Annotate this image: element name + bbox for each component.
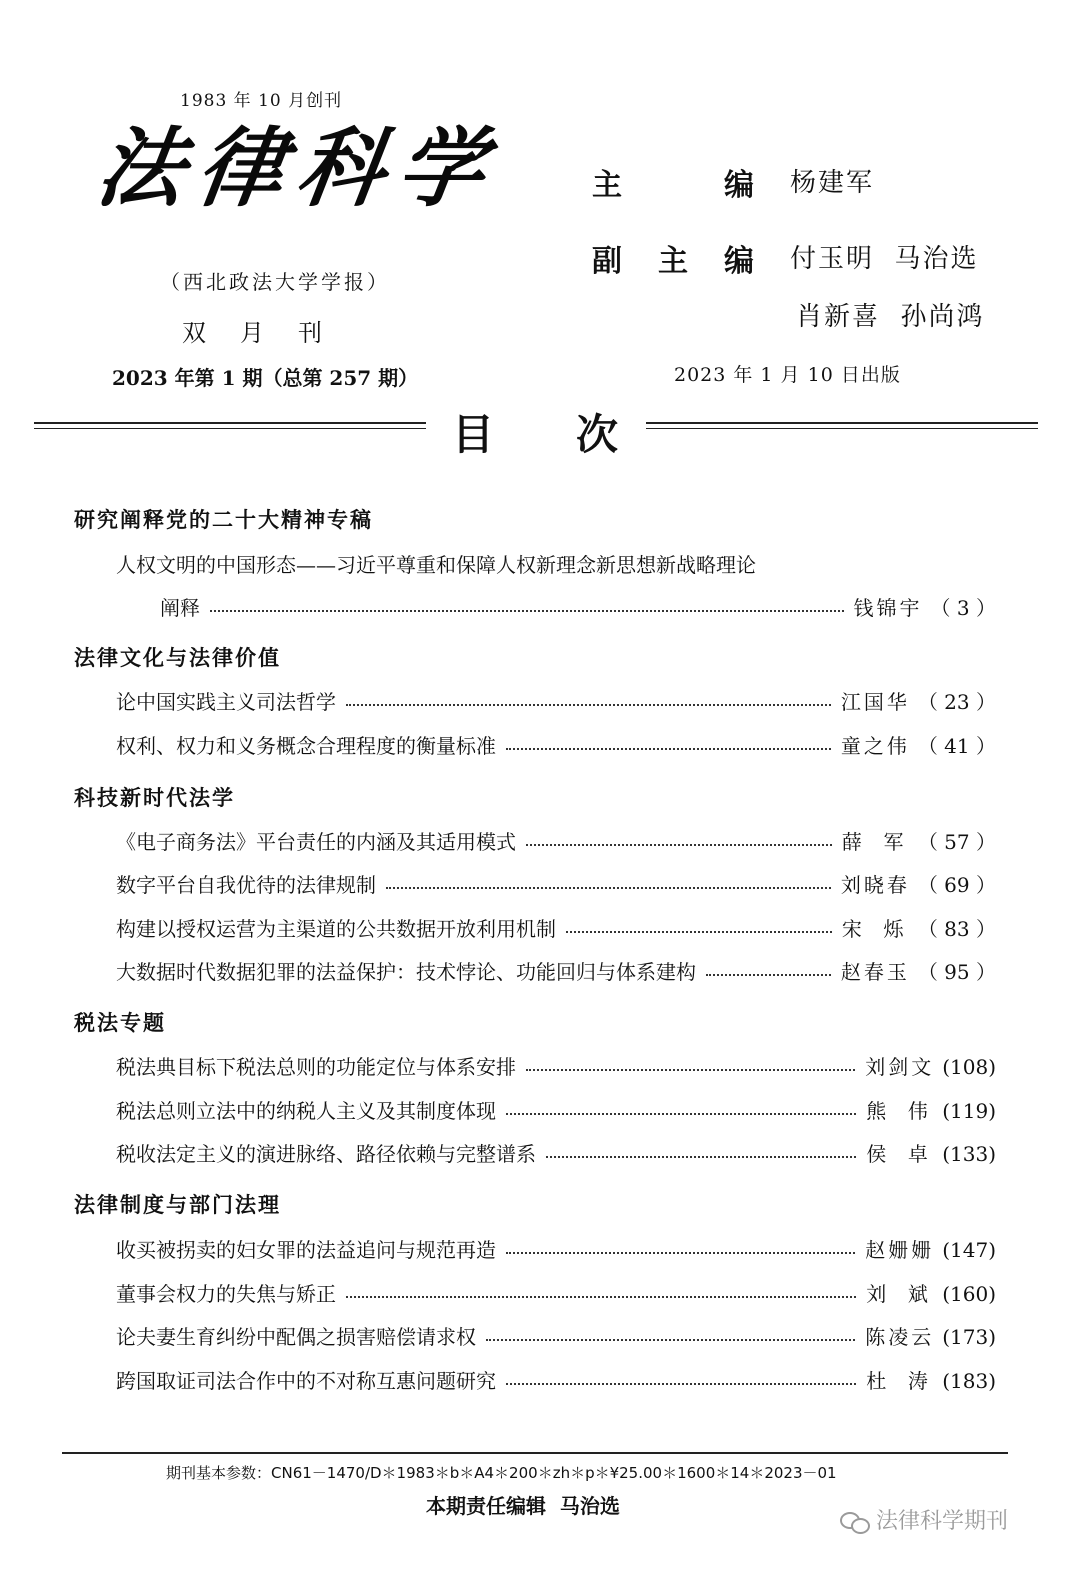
toc-entry-author: 江国华 — [840, 690, 910, 714]
toc-entry-title: 税法总则立法中的纳税人主义及其制度体现 — [116, 1099, 496, 1123]
toc-entry-title: 构建以授权运营为主渠道的公共数据开放利用机制 — [116, 917, 556, 941]
leader-dots — [706, 974, 831, 976]
frequency-char: 月 — [240, 319, 264, 347]
toc-entry-author: 刘晓春 — [840, 873, 910, 897]
toc-section-title: 研究阐释党的二十大精神专稿 — [74, 508, 373, 532]
leader-dots — [386, 887, 831, 889]
wechat-icon — [840, 1510, 870, 1534]
toc-entry[interactable] — [116, 1051, 996, 1081]
toc-entry-page: (183) — [942, 1369, 996, 1393]
frequency-char: 刊 — [298, 319, 322, 347]
toc-entry-title: 数字平台自我优待的法律规制 — [116, 873, 376, 897]
journal-subtitle: （西北政法大学学报） — [160, 270, 390, 294]
toc-section-title: 科技新时代法学 — [74, 786, 235, 810]
toc-entry-page: （ 95 ） — [917, 960, 996, 984]
toc-entry-title: 董事会权力的失焦与矫正 — [116, 1282, 336, 1306]
toc-entry-author: 熊 伟 — [866, 1099, 931, 1123]
divider — [34, 422, 426, 424]
responsible-editor: 本期责任编辑 马治选 — [426, 1494, 620, 1518]
deputy-editor-label-3: 编 — [724, 244, 754, 279]
leader-dots — [526, 1069, 855, 1071]
toc-entry-title: 论夫妻生育纠纷中配偶之损害赔偿请求权 — [116, 1325, 476, 1349]
toc-entry-page: （ 69 ） — [917, 873, 996, 897]
toc-entry-page: (108) — [942, 1055, 996, 1079]
leader-dots — [546, 1156, 856, 1158]
leader-dots — [486, 1339, 855, 1341]
publish-date: 2023 年 1 月 10 日出版 — [674, 364, 901, 386]
toc-entry-page: (160) — [942, 1282, 996, 1306]
toc-entry-page: （ 41 ） — [917, 734, 996, 758]
toc-entry[interactable] — [116, 730, 996, 760]
toc-entry-page: （ 3 ） — [930, 596, 996, 620]
toc-entry-author: 薛 军 — [841, 830, 907, 854]
footer-divider — [62, 1452, 1008, 1454]
toc-heading-char: 目 — [452, 410, 495, 459]
deputy-editor-names: 付玉明 马治选 — [790, 244, 979, 274]
chief-editor-label-1: 主 — [592, 168, 622, 203]
toc-entry-author: 钱锦宇 — [853, 596, 923, 620]
toc-entry-title: 跨国取证司法合作中的不对称互惠问题研究 — [116, 1369, 496, 1393]
toc-entry[interactable] — [116, 913, 996, 943]
toc-entry-author: 刘 斌 — [866, 1282, 931, 1306]
chief-editor-name: 杨建军 — [790, 168, 875, 198]
chief-editor-label-2: 编 — [724, 168, 754, 203]
leader-dots — [526, 844, 832, 846]
toc-entry-title: 大数据时代数据犯罪的法益保护：技术悖论、功能回归与体系建构 — [116, 960, 696, 984]
toc-section-title: 法律文化与法律价值 — [74, 646, 281, 670]
toc-entry-page: (119) — [942, 1099, 996, 1123]
leader-dots — [346, 704, 831, 706]
frequency — [182, 313, 356, 348]
toc-entry-page: （ 57 ） — [917, 830, 996, 854]
toc-entry-title: 阐释 — [160, 596, 200, 620]
toc-entry-author: 宋 烁 — [841, 917, 907, 941]
toc-entry-author: 侯 卓 — [866, 1142, 931, 1166]
leader-dots — [566, 931, 832, 933]
toc-entry-author: 刘剑文 — [865, 1055, 935, 1079]
toc-entry-author: 杜 涛 — [866, 1369, 931, 1393]
toc-entry[interactable] — [160, 592, 996, 622]
toc-entry[interactable] — [116, 1234, 996, 1264]
journal-parameters: 期刊基本参数：CN61－1470/D＊1983＊b＊A4＊200＊zh＊p＊¥25.00＊1600＊14＊2023－01 — [166, 1464, 837, 1482]
leader-dots — [506, 1252, 855, 1254]
toc-entry-author: 赵春玉 — [840, 960, 910, 984]
toc-entry[interactable] — [116, 956, 996, 986]
toc-entry-title: 税收法定主义的演进脉络、路径依赖与完整谱系 — [116, 1142, 536, 1166]
leader-dots — [506, 748, 831, 750]
toc-entry[interactable] — [116, 1321, 996, 1351]
divider — [646, 428, 1038, 429]
divider — [34, 428, 426, 429]
leader-dots — [210, 610, 844, 612]
watermark-text: 法律科学期刊 — [876, 1509, 1009, 1534]
toc-entry-title: 税法典目标下税法总则的功能定位与体系安排 — [116, 1055, 516, 1079]
toc-entry[interactable] — [116, 1365, 996, 1395]
toc-entry-title: 权利、权力和义务概念合理程度的衡量标准 — [116, 734, 496, 758]
toc-entry-title-line: 人权文明的中国形态——习近平尊重和保障人权新理念新思想新战略理论 — [116, 553, 756, 577]
toc-heading-char: 次 — [576, 410, 619, 459]
toc-entry-page: (173) — [942, 1325, 996, 1349]
leader-dots — [346, 1296, 856, 1298]
journal-title-logo: 法律科学 — [90, 118, 506, 219]
leader-dots — [506, 1113, 856, 1115]
toc-entry-author: 童之伟 — [840, 734, 910, 758]
frequency-char: 双 — [182, 319, 206, 347]
divider — [646, 422, 1038, 424]
toc-entry[interactable] — [116, 686, 996, 716]
deputy-editor-names: 肖新喜 孙尚鸿 — [796, 302, 985, 332]
toc-entry[interactable] — [116, 1095, 996, 1125]
toc-entry-page: （ 83 ） — [917, 917, 996, 941]
toc-entry[interactable] — [116, 826, 996, 856]
toc-section-title: 税法专题 — [74, 1011, 166, 1035]
watermark — [840, 1504, 1008, 1535]
toc-entry-page: (133) — [942, 1142, 996, 1166]
toc-entry-title: 《电子商务法》平台责任的内涵及其适用模式 — [116, 830, 516, 854]
toc-entry-author: 赵姗姗 — [865, 1238, 935, 1262]
toc-entry[interactable] — [116, 1138, 996, 1168]
toc-entry-author: 陈凌云 — [865, 1325, 935, 1349]
toc-entry-page: （ 23 ） — [917, 690, 996, 714]
toc-entry-title: 论中国实践主义司法哲学 — [116, 690, 336, 714]
deputy-editor-label-2: 主 — [658, 244, 688, 279]
toc-entry-page: (147) — [942, 1238, 996, 1262]
issue-number: 2023 年第 1 期（总第 257 期） — [112, 366, 419, 390]
toc-section-title: 法律制度与部门法理 — [74, 1193, 281, 1217]
toc-entry-title: 收买被拐卖的妇女罪的法益追问与规范再造 — [116, 1238, 496, 1262]
leader-dots — [506, 1383, 856, 1385]
founded-date: 1983 年 10 月创刊 — [180, 91, 343, 111]
deputy-editor-label-1: 副 — [592, 244, 622, 279]
toc-entry[interactable] — [116, 1278, 996, 1308]
toc-entry[interactable] — [116, 869, 996, 899]
